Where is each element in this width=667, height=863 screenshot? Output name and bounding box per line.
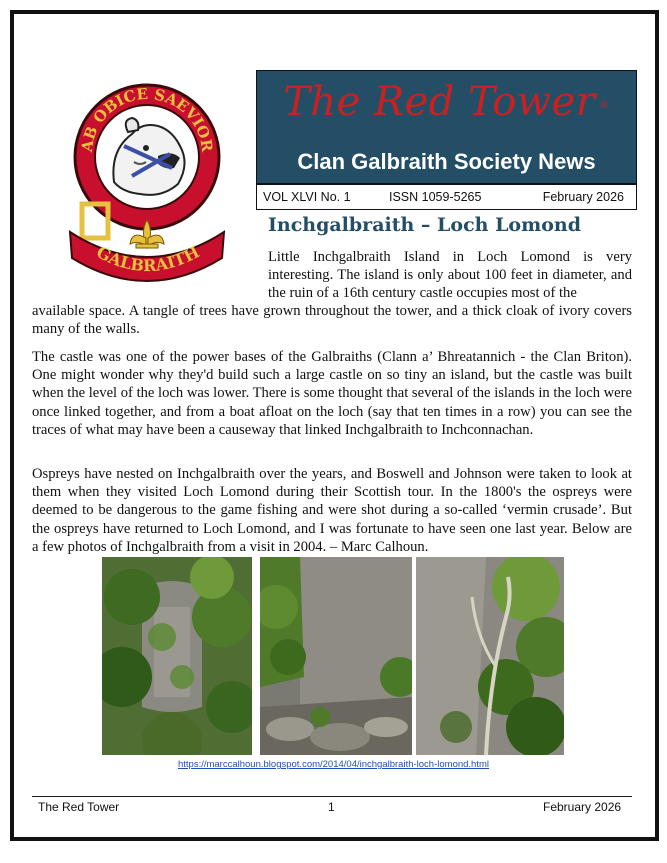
footer-divider [32,796,632,797]
photo-tree-by-wall [416,557,564,755]
clan-crest-logo [62,72,232,294]
masthead-title: The Red Tower ® [283,79,610,125]
photo-source-link[interactable]: https://marccalhoun.blogspot.com/2014/04/inchgalbraith-loch-lomond.html [177,759,490,770]
article-paragraph-3: Ospreys have nested on Inchgalbraith over the years, and Boswell and Johnson were taken to look at them when they visited Loch Lomond during their Scottish tour. In the 1800's the ospreys were deemed to be dangerous to the game fishing and were shot during a so-called ‘vermin crusade’. But the ospreys have returned to Loch Lomond, and I was fortunate to have seen one last year. Below are a few photos of Inchgalbraith from a visit in 2004. – Marc Calhoun. [32,466,632,555]
photo-ivy-covered-tower [102,557,252,755]
crest-motto: AB OBICE SAEVIOR [77,84,217,153]
issue-date: February 2026 [542,190,624,204]
footer-page-number: 1 [328,800,335,814]
masthead-subtitle: Clan Galbraith Society News [297,149,596,174]
registered-mark: ® [599,99,610,111]
article-headline: Inchgalbraith – Loch Lomond [268,214,581,236]
crest-name: GALBRAITH [93,242,203,276]
article-paragraph-intro: Little Inchgalbraith Island in Loch Lomond is very interesting. The island is only about 100 feet in diameter, and the ruin of a 16th century castle occupies most of the [268,249,632,302]
footer-publication: The Red Tower [38,800,120,814]
footer-date: February 2026 [543,800,622,814]
article-paragraph-intro-continued: available space. A tangle of trees have grown throughout the tower, and a thick cloak of ivory covers many of the walls. [32,303,632,338]
article-paragraph-2: The castle was one of the power bases of the Galbraiths (Clann a’ Bhreatannich - the Clan Briton). One might wonder why they'd build such a large castle on so tiny an island, but the castle was built when the level of the loch was lower. There is some thought that several of the islands in the loch were once linked together, and from a boat afloat on the loch (say that ten times in a row) you can see the traces of what may have been a causeway that linked Inchgalbraith to Inchconnachan. [32,349,632,438]
photo-stone-wall-rubble [260,557,412,755]
masthead-banner [256,70,637,184]
issue-issn: ISSN 1059-5265 [389,190,482,204]
issue-volume: VOL XLVI No. 1 [263,190,351,204]
issue-info-bar [256,184,637,210]
